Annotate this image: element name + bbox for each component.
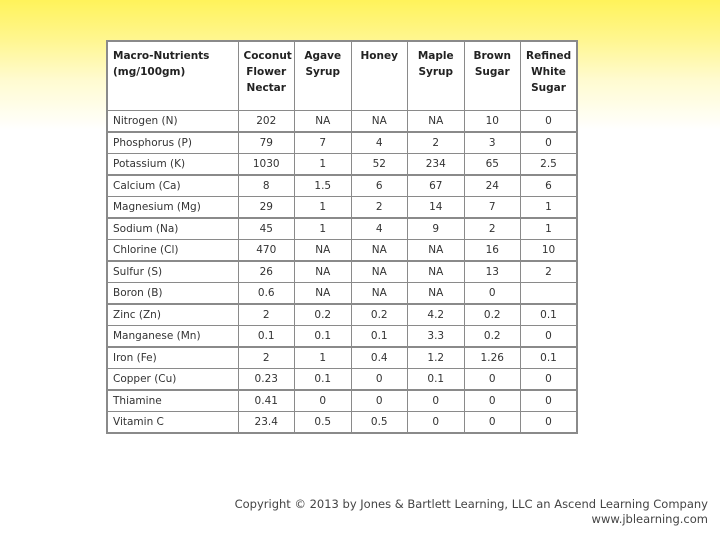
- value-cell: 0: [408, 390, 465, 412]
- value-cell: 6: [521, 175, 578, 197]
- column-header: Honey: [351, 41, 408, 111]
- nutrient-table: [106, 40, 578, 434]
- value-cell: 13: [464, 261, 521, 283]
- value-cell: 0.2: [351, 304, 408, 326]
- table-row: [107, 175, 577, 197]
- value-cell: 7: [464, 197, 521, 219]
- nutrient-name-cell: Magnesium (Mg): [107, 197, 238, 219]
- value-cell: 0: [351, 390, 408, 412]
- value-cell: NA: [351, 261, 408, 283]
- column-header: Coconut Flower Nectar: [238, 41, 295, 111]
- value-cell: 0: [464, 283, 521, 305]
- table-row: [107, 218, 577, 240]
- value-cell: 1: [295, 347, 352, 369]
- value-cell: NA: [295, 261, 352, 283]
- table-header-row: [107, 41, 577, 111]
- value-cell: 2: [238, 347, 295, 369]
- value-cell: 7: [295, 132, 352, 154]
- nutrient-name-cell: Potassium (K): [107, 154, 238, 176]
- table-row: [107, 261, 577, 283]
- value-cell: 0.2: [295, 304, 352, 326]
- value-cell: 0: [521, 132, 578, 154]
- value-cell: 1.26: [464, 347, 521, 369]
- value-cell: 234: [408, 154, 465, 176]
- nutrient-name-cell: Iron (Fe): [107, 347, 238, 369]
- value-cell: [521, 283, 578, 305]
- value-cell: 0.5: [295, 412, 352, 434]
- value-cell: NA: [408, 240, 465, 262]
- value-cell: 0: [521, 326, 578, 348]
- value-cell: 0: [521, 111, 578, 133]
- value-cell: NA: [295, 283, 352, 305]
- table-row: [107, 132, 577, 154]
- value-cell: 3: [464, 132, 521, 154]
- value-cell: 10: [464, 111, 521, 133]
- nutrient-name-cell: Sulfur (S): [107, 261, 238, 283]
- value-cell: NA: [295, 240, 352, 262]
- value-cell: 67: [408, 175, 465, 197]
- website-url: www.jblearning.com: [591, 512, 708, 526]
- value-cell: 0: [521, 369, 578, 391]
- nutrient-name-cell: Phosphorus (P): [107, 132, 238, 154]
- value-cell: 79: [238, 132, 295, 154]
- value-cell: 1: [295, 197, 352, 219]
- value-cell: 0.1: [295, 369, 352, 391]
- value-cell: 0: [464, 369, 521, 391]
- value-cell: 4: [351, 218, 408, 240]
- nutrient-name-cell: Copper (Cu): [107, 369, 238, 391]
- value-cell: NA: [408, 261, 465, 283]
- nutrient-name-cell: Manganese (Mn): [107, 326, 238, 348]
- table-row: [107, 154, 577, 176]
- nutrient-name-cell: Nitrogen (N): [107, 111, 238, 133]
- value-cell: 24: [464, 175, 521, 197]
- value-cell: 0.1: [238, 326, 295, 348]
- value-cell: 202: [238, 111, 295, 133]
- table-row: [107, 240, 577, 262]
- value-cell: 2: [464, 218, 521, 240]
- table-row: [107, 347, 577, 369]
- value-cell: 0: [408, 412, 465, 434]
- value-cell: 0: [295, 390, 352, 412]
- value-cell: 2: [521, 261, 578, 283]
- value-cell: 23.4: [238, 412, 295, 434]
- value-cell: 2.5: [521, 154, 578, 176]
- value-cell: NA: [351, 283, 408, 305]
- table-row: [107, 283, 577, 305]
- value-cell: 0: [521, 412, 578, 434]
- column-header: Brown Sugar: [464, 41, 521, 111]
- table-row: [107, 390, 577, 412]
- table-row: [107, 111, 577, 133]
- value-cell: 45: [238, 218, 295, 240]
- nutrient-name-cell: Thiamine: [107, 390, 238, 412]
- table-row: [107, 304, 577, 326]
- value-cell: 65: [464, 154, 521, 176]
- value-cell: 0.1: [408, 369, 465, 391]
- copyright-text: Copyright © 2013 by Jones & Bartlett Learning, LLC an Ascend Learning Company: [234, 497, 708, 511]
- value-cell: 0.1: [351, 326, 408, 348]
- value-cell: 0.41: [238, 390, 295, 412]
- value-cell: 0.1: [521, 304, 578, 326]
- value-cell: 52: [351, 154, 408, 176]
- value-cell: 1: [295, 154, 352, 176]
- value-cell: 8: [238, 175, 295, 197]
- value-cell: 4: [351, 132, 408, 154]
- value-cell: 0: [351, 369, 408, 391]
- value-cell: 3.3: [408, 326, 465, 348]
- nutrient-name-cell: Sodium (Na): [107, 218, 238, 240]
- value-cell: 10: [521, 240, 578, 262]
- nutrient-name-cell: Boron (B): [107, 283, 238, 305]
- table-row: [107, 369, 577, 391]
- table-row: [107, 412, 577, 434]
- value-cell: 0.6: [238, 283, 295, 305]
- value-cell: 6: [351, 175, 408, 197]
- value-cell: 0.4: [351, 347, 408, 369]
- value-cell: 1.5: [295, 175, 352, 197]
- table-row: [107, 326, 577, 348]
- column-header: Refined White Sugar: [521, 41, 578, 111]
- value-cell: 14: [408, 197, 465, 219]
- value-cell: 1: [521, 197, 578, 219]
- column-header: Macro-Nutrients (mg/100gm): [107, 41, 238, 111]
- value-cell: 0.1: [521, 347, 578, 369]
- value-cell: 4.2: [408, 304, 465, 326]
- value-cell: 1: [295, 218, 352, 240]
- nutrient-name-cell: Zinc (Zn): [107, 304, 238, 326]
- value-cell: 0.23: [238, 369, 295, 391]
- value-cell: 2: [238, 304, 295, 326]
- nutrient-name-cell: Vitamin C: [107, 412, 238, 434]
- copyright-footer: [235, 497, 708, 527]
- nutrient-name-cell: Calcium (Ca): [107, 175, 238, 197]
- value-cell: 0.5: [351, 412, 408, 434]
- value-cell: NA: [295, 111, 352, 133]
- column-header: Agave Syrup: [295, 41, 352, 111]
- column-header: Maple Syrup: [408, 41, 465, 111]
- value-cell: 1030: [238, 154, 295, 176]
- value-cell: 29: [238, 197, 295, 219]
- value-cell: 1.2: [408, 347, 465, 369]
- value-cell: 0.2: [464, 326, 521, 348]
- value-cell: 0: [464, 390, 521, 412]
- value-cell: 0: [464, 412, 521, 434]
- value-cell: 470: [238, 240, 295, 262]
- value-cell: 2: [408, 132, 465, 154]
- value-cell: NA: [351, 240, 408, 262]
- value-cell: NA: [408, 111, 465, 133]
- value-cell: 26: [238, 261, 295, 283]
- value-cell: 16: [464, 240, 521, 262]
- value-cell: 0: [521, 390, 578, 412]
- value-cell: NA: [408, 283, 465, 305]
- value-cell: 9: [408, 218, 465, 240]
- value-cell: 2: [351, 197, 408, 219]
- value-cell: NA: [351, 111, 408, 133]
- value-cell: 0.2: [464, 304, 521, 326]
- value-cell: 0.1: [295, 326, 352, 348]
- table-row: [107, 197, 577, 219]
- value-cell: 1: [521, 218, 578, 240]
- nutrient-name-cell: Chlorine (Cl): [107, 240, 238, 262]
